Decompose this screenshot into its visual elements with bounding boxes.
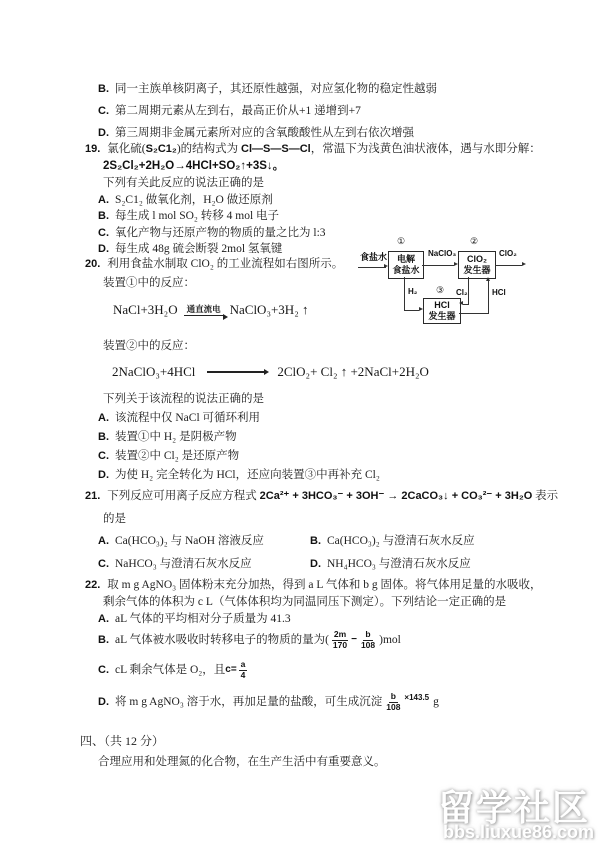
box3-text-line1: HCl <box>434 299 450 310</box>
q19-stem-mid: )的结构式为 <box>176 143 242 155</box>
box3-text-line2: 发生器 <box>428 311 456 321</box>
q21-stem-post: 表示 <box>532 490 559 502</box>
option-text: 为使 H₂ 完全转化为 HCl，还应向装置③中再补充 Cl₂ <box>115 469 380 481</box>
flow-line <box>358 267 386 268</box>
section4-title: 四、（共 12 分） <box>80 734 165 748</box>
q22-option-c <box>98 660 249 681</box>
option-label: A. <box>98 194 109 206</box>
hcl-generator-box <box>423 298 461 324</box>
section4-body: 合理应用和处理氮的化合物，在生产生活中有重要意义。 <box>98 756 386 768</box>
option-label: D. <box>98 695 109 708</box>
fraction-a-4: $\frac{a}{4}$ <box>240 659 246 680</box>
diagram-step2-tag: ② <box>470 236 479 246</box>
option-text: 每生成 l mol SO₂ 转移 4 mol 电子 <box>115 210 280 222</box>
q22-number: 22. <box>85 579 101 591</box>
option-label: B. <box>98 431 109 443</box>
flow-line <box>463 304 469 305</box>
option-text: 装置①中 H₂ 是阴极产物 <box>115 431 237 443</box>
option-text: 装置②中 Cl₂ 是还原产物 <box>115 450 240 462</box>
fraction-b-108: $\frac{b}{108}$ <box>360 629 376 650</box>
q21-option-c <box>98 557 252 572</box>
watermark-title: 留学社区 <box>438 787 591 828</box>
watermark-url: bbs.liuxue86.com <box>443 822 595 842</box>
q21-stem-pre: 下列反应可用离子反应方程式 <box>107 490 260 502</box>
flow-line <box>422 265 454 266</box>
option-label: C. <box>98 450 109 462</box>
option-label: B. <box>310 535 321 547</box>
arrowhead-right-icon <box>522 262 526 266</box>
option-label: A. <box>98 613 109 625</box>
option-label: C. <box>98 105 109 117</box>
option-label: C. <box>98 227 109 239</box>
box2-text-line1: ClO₂ <box>467 253 487 264</box>
q22-option-d <box>98 692 439 713</box>
option-label: D. <box>310 558 321 570</box>
option-line <box>98 126 414 141</box>
box1-text-line1: 电解 <box>396 253 415 264</box>
q22-stem <box>85 578 541 593</box>
q20-option-b <box>98 430 237 445</box>
flow-line <box>404 310 419 311</box>
q19-stem-post: ，常温下为浅黄色油状液体，遇与水即分解： <box>310 143 541 155</box>
diagram-step1-tag: ① <box>397 236 406 246</box>
q19-option-a <box>98 193 273 208</box>
q20-number: 20. <box>85 258 101 270</box>
eq2-left: 2NaClO₃+4HCl <box>112 364 196 379</box>
h2-flow-label: H₂ <box>408 287 418 296</box>
minus-sign: − <box>351 634 357 646</box>
option-text: 同一主族单核阴离子，其还原性越强，对应氢化物的稳定性越弱 <box>115 83 437 95</box>
q22-option-b <box>98 630 401 651</box>
q19-option-c <box>98 226 326 241</box>
option-text: 第二周期元素从左到右，最高正价从+1 递增到+7 <box>115 105 361 117</box>
q20-equation-2 <box>112 364 429 380</box>
option-text: NH₄HCO₃ 与澄清石灰水反应 <box>327 558 471 570</box>
reaction-arrow <box>207 371 265 372</box>
q22-stem-line1: 取 m g AgNO₃ 固体粉末充分加热，得到 a L 气体和 b g 固体。将气体用足量的水吸收， <box>107 579 542 591</box>
q22-option-a <box>98 612 291 627</box>
eq2-right: 2ClO₂+ Cl₂ ↑ +2NaCl+2H₂O <box>277 364 429 379</box>
q21-option-d <box>310 557 471 572</box>
option-text-post: )mol <box>379 633 401 646</box>
q21-stem-cont: 的是 <box>103 513 126 525</box>
option-label: D. <box>98 127 109 139</box>
q20-option-c <box>98 449 239 464</box>
option-text: 每生成 48g 硫会断裂 2mol 氢氧键 <box>115 243 283 255</box>
flow-line <box>468 277 469 304</box>
q19-option-d <box>98 242 282 257</box>
option-label: B. <box>98 210 109 222</box>
cl2-flow-label: Cl₂ <box>456 288 468 297</box>
fraction-b-108: $\frac{b}{108}$ <box>386 691 401 712</box>
option-text: 将 m g AgNO₃ 溶于水，再加足量的盐酸，可生成沉淀 <box>115 695 383 708</box>
electrolysis-box <box>388 251 424 279</box>
arrowhead-up-icon <box>486 277 490 281</box>
arrowhead-right-icon <box>223 314 228 320</box>
flow-line <box>488 280 489 314</box>
fraction-2m-170: $\frac{2m}{170}$ <box>332 629 348 650</box>
hcl-flow-label: HCl <box>492 288 506 297</box>
process-flow-diagram <box>352 236 537 332</box>
q21-ionic-equation: 2Ca²⁺ + 3HCO₃⁻ + 3OH⁻ → 2CaCO₃↓ + CO₃²⁻ + 3H₂O <box>259 490 533 502</box>
q20-equation-1 <box>113 302 308 318</box>
option-label: B. <box>98 83 109 95</box>
box1-text-line2: 食盐水 <box>392 265 420 275</box>
q20-option-a <box>98 411 260 426</box>
q21-option-b <box>310 534 475 549</box>
q19-equation: 2S₂Cl₂+2H₂O→4HCl+SO₂↑+3S↓。 <box>103 160 285 172</box>
naclo3-flow-label: NaClO₃ <box>428 249 457 258</box>
diagram-step3-tag: ③ <box>436 285 445 295</box>
option-line <box>98 104 361 119</box>
arrowhead-left-icon <box>459 301 463 305</box>
option-text: 氧化产物与还原产物的物质的量之比为 l:3 <box>115 227 326 239</box>
q19-option-b <box>98 209 279 224</box>
q21-number: 21. <box>85 490 101 502</box>
option-text: NaHCO₃ 与澄清石灰水反应 <box>115 558 252 570</box>
option-text: cL 剩余气体是 O₂，且 <box>115 663 226 676</box>
q19-number: 19. <box>85 143 101 155</box>
q19-stem <box>85 142 541 157</box>
flow-line <box>495 265 522 266</box>
option-text: S₂C1₂ 做氧化剂，H₂O 做还原剂 <box>115 194 273 206</box>
option-label: C. <box>98 558 109 570</box>
option-text: Ca(HCO₃)₂ 与澄清石灰水反应 <box>327 535 475 547</box>
option-label: C. <box>98 663 109 676</box>
box2-text-line2: 发生器 <box>463 265 491 275</box>
option-label: D. <box>98 243 109 255</box>
diagram-input-label: 食盐水 <box>360 252 388 262</box>
flow-line <box>404 277 405 310</box>
q19-question: 下列有关此反应的说法正确的是 <box>103 177 264 189</box>
q20-stem-text: 利用食盐水制取 ClO₂ 的工业流程如右图所示。 <box>107 258 344 270</box>
option-text: aL 气体被水吸收时转移电子的物质的量为( <box>115 633 329 646</box>
q20-device1-label: 装置①中的反应： <box>103 277 195 289</box>
q22-stem-line2: 剩余气体的体积为 c L（气体体积均为同温同压下测定）。下列结论一定正确的是 <box>103 596 507 608</box>
reaction-condition-arrow <box>184 304 224 317</box>
q19-stem-pre: 氯化硫( <box>107 143 146 155</box>
option-label: B. <box>98 633 109 646</box>
option-label: A. <box>98 412 109 424</box>
clo2-output-label: ClO₂ <box>499 249 517 258</box>
option-text: 该流程中仅 NaCl 可循环利用 <box>115 412 261 424</box>
q20-stem <box>85 257 343 272</box>
option-line <box>98 82 437 97</box>
q19-formula-s2cl2: S₂C1₂ <box>145 143 177 155</box>
multiplier-143-5: ×143.5 <box>404 693 430 703</box>
option-text: 第三周期非金属元素所对应的含氧酸酸性从左到右依次增强 <box>115 127 414 139</box>
q20-question: 下列关于该流程的说法正确的是 <box>103 393 264 405</box>
option-text-post: g <box>433 695 439 708</box>
option-text: aL 气体的平均相对分子质量为 41.3 <box>115 613 291 625</box>
option-label: A. <box>98 535 109 547</box>
arrow-condition-label: 通直流电 <box>184 304 224 317</box>
q21-option-a <box>98 534 264 549</box>
q21-stem <box>85 489 558 504</box>
q19-structure-formula: Cl—S—S—Cl <box>241 143 311 155</box>
eq1-left: NaCl+3H₂O <box>113 302 178 317</box>
eq1-right: NaClO₃+3H₂ ↑ <box>229 302 309 317</box>
q20-device2-label: 装置②中的反应： <box>103 340 195 352</box>
clo2-generator-box <box>458 251 496 279</box>
arrowhead-right-icon <box>264 369 269 375</box>
flow-line <box>459 313 489 314</box>
q20-option-d <box>98 468 380 483</box>
option-text: Ca(HCO₃)₂ 与 NaOH 溶液反应 <box>115 535 264 547</box>
option-label: D. <box>98 469 109 481</box>
c-equals: c= <box>225 664 237 676</box>
